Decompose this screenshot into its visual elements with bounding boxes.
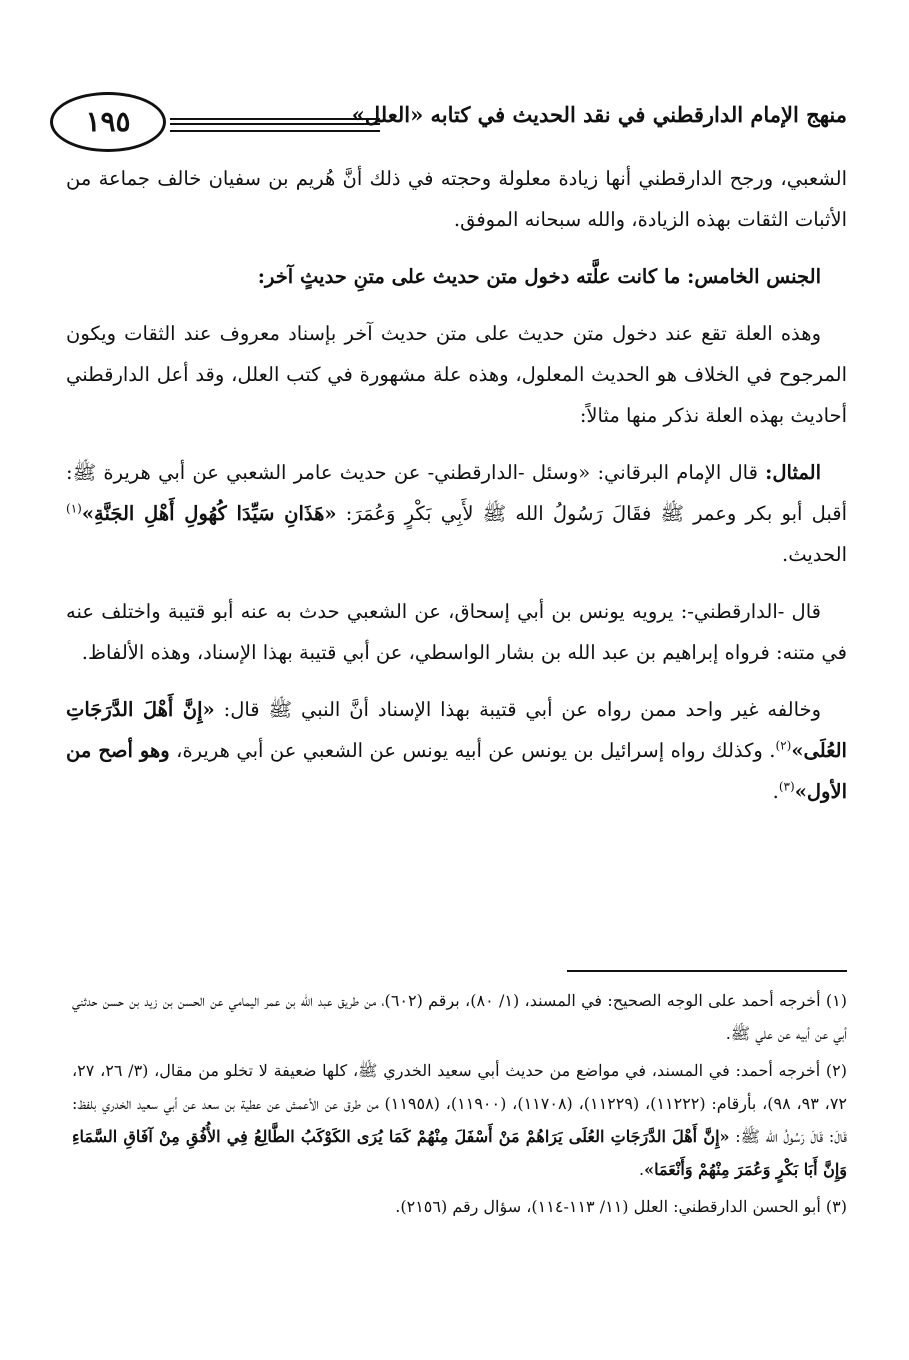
footnotes — [72, 984, 847, 1227]
section-heading-text: الجنس الخامس: ما كانت علَّته دخول متن حديث على متنِ حديثٍ آخر: — [257, 265, 821, 288]
paragraph-1: الشعبي، ورجح الدارقطني أنها زيادة معلولة وحجته في ذلك أنَّ هُريم بن سفيان خالف جماعة من الأثبات الثقات بهذه الزيادة، والله سبحانه الموفق. — [66, 167, 847, 231]
running-title: منهج الإمام الدارقطني في نقد الحديث في كتابه «العلل» — [351, 102, 847, 127]
p6-quote-2: وهو أصح من الأول» — [66, 739, 847, 803]
paragraph-6 — [66, 689, 847, 812]
page-header — [50, 92, 847, 158]
header-rule — [170, 118, 380, 132]
paragraph-example — [66, 452, 847, 575]
p6-text-b: . وكذلك رواه إسرائيل بن يونس عن أبيه يونس عن الشعبي عن أبي هريرة، — [169, 739, 776, 762]
footnote-ref-3: (٣) — [778, 779, 795, 794]
footnote-ref-2: (٢) — [775, 738, 792, 753]
p6-text-a: وخالفه غير واحد ممن رواه عن أبي قتيبة بهذا الإسناد أنَّ النبي ﷺ قال: — [214, 698, 821, 721]
footnote-2 — [72, 1054, 847, 1186]
example-text-a: قال الإمام البرقاني: «وسئل -الدارقطني- عن حديث عامر الشعبي عن أبي هريرة ﷺ: أقبل أبو بكر وعمر ﷺ فقَالَ رَسُولُ الله ﷺ لأَبِي بَكْرٍ وَعُمَرَ: — [66, 461, 847, 525]
example-quote: «هَذَانِ سَيِّدَا كُهُولِ أَهْلِ الجَنَّةِ» — [81, 502, 337, 525]
example-label: المثال: — [765, 461, 821, 484]
footnote-1: (١) أخرجه أحمد على الوجه الصحيح: في المسند، (١/ ٨٠)، برقم (٦٠٢)، من طريق عبد الله بن عمر اليمامي عن الحسن بن زيد بن حسن حدثني أبي عن أبيه عن علي ﷺ. — [72, 991, 848, 1043]
footnote-3: (٣) أبو الحسن الدارقطني: العلل (١١/ ١١٣-١١٤)، سؤال رقم (٢١٥٦). — [395, 1197, 847, 1216]
p6-quote: «إِنَّ أَهْلَ الدَّرَجَاتِ العُلَى» — [66, 698, 847, 762]
footnote-2-quote: «إِنَّ أَهْلَ الدَّرَجَاتِ العُلَى يَرَاهُمْ مَنْ أَسْفَلَ مِنْهُمْ كَمَا يُرَى الكَوْكَبُ الطَّالِعُ فِي الأُفُقِ مِنْ آفَاقِ السَّمَاءِ وَإِنَّ أَبَا بَكْرٍ وَعُمَرَ مِنْهُمْ وَأَنْعَمَا» — [72, 1127, 847, 1179]
footnote-2-text-b: . — [639, 1160, 645, 1179]
body-text — [66, 158, 847, 828]
page-number: ١٩٥ — [50, 92, 166, 152]
p6-text-c: . — [772, 780, 779, 803]
footnote-ref-1: (١) — [66, 501, 82, 516]
example-text-b: الحديث. — [782, 543, 847, 566]
footnote-separator — [567, 970, 847, 972]
section-heading — [66, 256, 847, 297]
paragraph-3: وهذه العلة تقع عند دخول متن حديث على متن حديث آخر بإسناد معروف عند الثقات ويكون المرجوح في الخلاف هو الحديث المعلول، وهذه علة مشهورة في كتب العلل، وقد أعل الدارقطني أحاديث بهذه العلة نذكر منها مثالاً: — [66, 322, 847, 427]
footnote-2-text-a: (٢) أخرجه أحمد: في المسند، في مواضع من حديث أبي سعيد الخدري ﷺ، كلها ضعيفة لا تخلو من مقال، (٣/ ٢٦، ٢٧، ٧٢، ٩٣، ٩٨)، بأرقام: (١١٢٢٢)، (١١٢٢٩)، (١١٧٠٨)، (١١٩٠٠)، (١١٩٥٨) من طرق عن الأعمش عن عطية بن سعد عن أبي سعيد الخدري بلفظ: قَالَ: قَالَ رَسُولُ الله ﷺ: — [72, 1061, 848, 1146]
paragraph-5: قال -الدارقطني-: يرويه يونس بن أبي إسحاق، عن الشعبي حدث به عنه أبو قتيبة واختلف عنه في متنه: فرواه إبراهيم بن عبد الله بن بشار الواسطي، عن أبي قتيبة بهذا الإسناد، وهذه الألفاظ. — [66, 600, 847, 664]
